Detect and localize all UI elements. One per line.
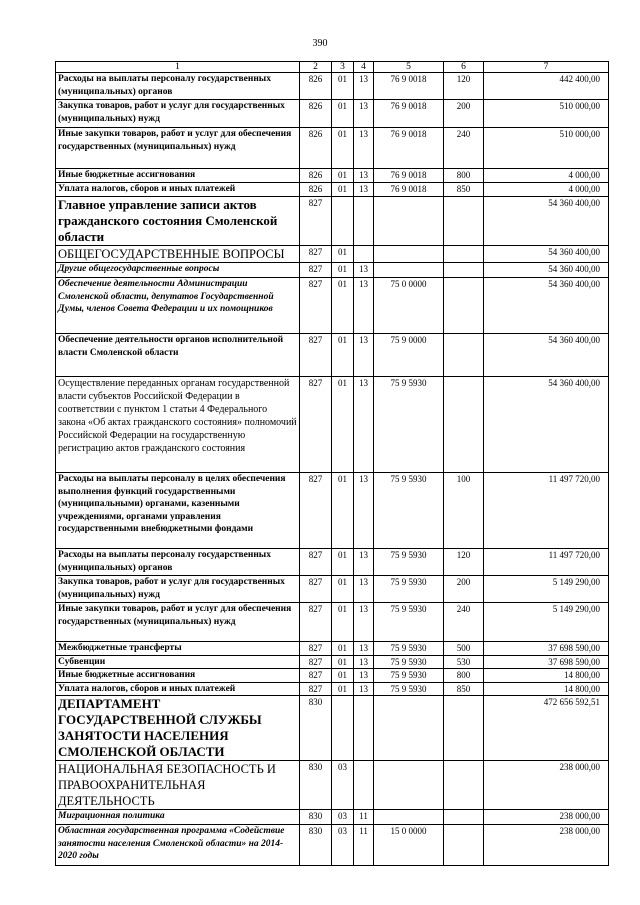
- subsection-code-cell: [354, 197, 374, 246]
- expense-type-cell: [444, 761, 484, 810]
- expense-type-cell: [444, 377, 484, 473]
- table-row: [56, 655, 609, 669]
- row-name-cell: НАЦИОНАЛЬНАЯ БЕЗОПАСНОСТЬ И ПРАВООХРАНИТЕЛЬНАЯ ДЕЯТЕЛЬНОСТЬ: [56, 761, 300, 810]
- budget-table: [55, 61, 609, 866]
- subsection-code-cell: 13: [354, 183, 374, 197]
- target-article-cell: 75 9 0000: [374, 334, 444, 377]
- amount-cell: 37 698 590,00: [484, 655, 609, 669]
- table-row: [56, 263, 609, 278]
- amount-cell: 238 000,00: [484, 825, 609, 866]
- admin-code-cell: 827: [300, 377, 332, 473]
- target-article-cell: [374, 197, 444, 246]
- amount-cell: 54 360 400,00: [484, 263, 609, 278]
- column-header: 5: [374, 62, 444, 73]
- expense-type-cell: [444, 278, 484, 334]
- table-row: [56, 603, 609, 642]
- admin-code-cell: 826: [300, 100, 332, 128]
- target-article-cell: 75 9 5930: [374, 576, 444, 603]
- row-name-cell: Расходы на выплаты персоналу государственных (муниципальных) органов: [56, 549, 300, 576]
- target-article-cell: [374, 810, 444, 825]
- amount-cell: 510 000,00: [484, 100, 609, 128]
- admin-code-cell: 830: [300, 810, 332, 825]
- target-article-cell: 75 9 5930: [374, 655, 444, 669]
- row-name-cell: Главное управление записи актов гражданского состояния Смоленской области: [56, 197, 300, 246]
- section-code-cell: 03: [332, 761, 354, 810]
- table-row: [56, 128, 609, 169]
- expense-type-cell: 500: [444, 642, 484, 656]
- column-header: 2: [300, 62, 332, 73]
- section-code-cell: 01: [332, 377, 354, 473]
- subsection-code-cell: [354, 761, 374, 810]
- amount-cell: 54 360 400,00: [484, 197, 609, 246]
- subsection-code-cell: 13: [354, 100, 374, 128]
- expense-type-cell: 120: [444, 73, 484, 100]
- target-article-cell: 76 9 0018: [374, 100, 444, 128]
- admin-code-cell: 827: [300, 334, 332, 377]
- row-name-cell: Иные закупки товаров, работ и услуг для обеспечения государственных (муниципальных) нужд: [56, 128, 300, 169]
- page-number: 390: [312, 38, 328, 49]
- admin-code-cell: 827: [300, 549, 332, 576]
- table-row: [56, 169, 609, 183]
- expense-type-cell: [444, 263, 484, 278]
- amount-cell: 510 000,00: [484, 128, 609, 169]
- row-name-cell: Другие общегосударственные вопросы: [56, 263, 300, 278]
- subsection-code-cell: 13: [354, 334, 374, 377]
- table-row: [56, 197, 609, 246]
- subsection-code-cell: 13: [354, 169, 374, 183]
- target-article-cell: [374, 696, 444, 761]
- row-name-cell: Иные бюджетные ассигнования: [56, 669, 300, 683]
- subsection-code-cell: 13: [354, 642, 374, 656]
- subsection-code-cell: 11: [354, 810, 374, 825]
- row-name-cell: ДЕПАРТАМЕНТ ГОСУДАРСТВЕННОЙ СЛУЖБЫ ЗАНЯТОСТИ НАСЕЛЕНИЯ СМОЛЕНСКОЙ ОБЛАСТИ: [56, 696, 300, 761]
- section-code-cell: 01: [332, 73, 354, 100]
- amount-cell: 54 360 400,00: [484, 278, 609, 334]
- expense-type-cell: 120: [444, 549, 484, 576]
- admin-code-cell: 827: [300, 263, 332, 278]
- subsection-code-cell: [354, 696, 374, 761]
- row-name-cell: Расходы на выплаты персоналу в целях обеспечения выполнения функций государственными (муниципальными) органами, казенными учреждениями, органами управления государственными внебюджетными фондами: [56, 473, 300, 549]
- subsection-code-cell: 13: [354, 669, 374, 683]
- subsection-code-cell: 13: [354, 576, 374, 603]
- table-row: [56, 642, 609, 656]
- target-article-cell: [374, 263, 444, 278]
- row-name-cell: Уплата налогов, сборов и иных платежей: [56, 682, 300, 696]
- expense-type-cell: 240: [444, 603, 484, 642]
- section-code-cell: 01: [332, 642, 354, 656]
- amount-cell: 442 400,00: [484, 73, 609, 100]
- section-code-cell: 01: [332, 334, 354, 377]
- subsection-code-cell: 13: [354, 128, 374, 169]
- admin-code-cell: 826: [300, 169, 332, 183]
- section-code-cell: 01: [332, 169, 354, 183]
- expense-type-cell: 800: [444, 169, 484, 183]
- table-row: [56, 576, 609, 603]
- table-row: [56, 682, 609, 696]
- target-article-cell: 75 9 5930: [374, 377, 444, 473]
- section-code-cell: 01: [332, 669, 354, 683]
- amount-cell: 54 360 400,00: [484, 377, 609, 473]
- row-name-cell: Закупка товаров, работ и услуг для государственных (муниципальных) нужд: [56, 576, 300, 603]
- amount-cell: 54 360 400,00: [484, 246, 609, 263]
- table-row: [56, 473, 609, 549]
- section-code-cell: 01: [332, 263, 354, 278]
- expense-type-cell: [444, 246, 484, 263]
- expense-type-cell: [444, 696, 484, 761]
- amount-cell: 5 149 290,00: [484, 603, 609, 642]
- admin-code-cell: 826: [300, 73, 332, 100]
- amount-cell: 14 800,00: [484, 682, 609, 696]
- table-row: [56, 696, 609, 761]
- admin-code-cell: 826: [300, 183, 332, 197]
- section-code-cell: 01: [332, 278, 354, 334]
- target-article-cell: 76 9 0018: [374, 183, 444, 197]
- subsection-code-cell: 13: [354, 549, 374, 576]
- subsection-code-cell: [354, 246, 374, 263]
- subsection-code-cell: 11: [354, 825, 374, 866]
- target-article-cell: 75 9 5930: [374, 549, 444, 576]
- table-row: [56, 810, 609, 825]
- expense-type-cell: 530: [444, 655, 484, 669]
- amount-cell: 4 000,00: [484, 183, 609, 197]
- expense-type-cell: 200: [444, 576, 484, 603]
- subsection-code-cell: 13: [354, 603, 374, 642]
- amount-cell: 54 360 400,00: [484, 334, 609, 377]
- amount-cell: 238 000,00: [484, 761, 609, 810]
- column-header: 4: [354, 62, 374, 73]
- expense-type-cell: 100: [444, 473, 484, 549]
- subsection-code-cell: 13: [354, 473, 374, 549]
- table-row: [56, 183, 609, 197]
- table-row: [56, 761, 609, 810]
- target-article-cell: 76 9 0018: [374, 128, 444, 169]
- row-name-cell: Расходы на выплаты персоналу государственных (муниципальных) органов: [56, 73, 300, 100]
- expense-type-cell: [444, 810, 484, 825]
- section-code-cell: 01: [332, 100, 354, 128]
- table-row: [56, 334, 609, 377]
- admin-code-cell: 830: [300, 825, 332, 866]
- expense-type-cell: 800: [444, 669, 484, 683]
- amount-cell: 5 149 290,00: [484, 576, 609, 603]
- expense-type-cell: [444, 197, 484, 246]
- target-article-cell: [374, 246, 444, 263]
- section-code-cell: 01: [332, 655, 354, 669]
- row-name-cell: Иные закупки товаров, работ и услуг для обеспечения государственных (муниципальных) нужд: [56, 603, 300, 642]
- section-code-cell: [332, 197, 354, 246]
- amount-cell: 11 497 720,00: [484, 473, 609, 549]
- table-row: [56, 549, 609, 576]
- admin-code-cell: 827: [300, 576, 332, 603]
- subsection-code-cell: 13: [354, 278, 374, 334]
- admin-code-cell: 830: [300, 761, 332, 810]
- section-code-cell: 01: [332, 473, 354, 549]
- section-code-cell: 01: [332, 576, 354, 603]
- expense-type-cell: 240: [444, 128, 484, 169]
- amount-cell: 238 000,00: [484, 810, 609, 825]
- row-name-cell: Субвенции: [56, 655, 300, 669]
- row-name-cell: Осуществление переданных органам государственной власти субъектов Российской Федерации в соответствии с пунктом 1 статьи 4 Федерального закона «Об актах гражданского состояния» полномочий Российской Федерации на государственную регистрацию актов гражданского состояния: [56, 377, 300, 473]
- expense-type-cell: 200: [444, 100, 484, 128]
- table-row: [56, 825, 609, 866]
- admin-code-cell: 827: [300, 197, 332, 246]
- column-header: 1: [56, 62, 300, 73]
- row-name-cell: Уплата налогов, сборов и иных платежей: [56, 183, 300, 197]
- admin-code-cell: 827: [300, 473, 332, 549]
- row-name-cell: Обеспечение деятельности органов исполнительной власти Смоленской области: [56, 334, 300, 377]
- admin-code-cell: 830: [300, 696, 332, 761]
- target-article-cell: 75 9 5930: [374, 473, 444, 549]
- column-header: 6: [444, 62, 484, 73]
- amount-cell: 472 656 592,51: [484, 696, 609, 761]
- table-row: [56, 246, 609, 263]
- table-header-row: [56, 62, 609, 73]
- admin-code-cell: 827: [300, 603, 332, 642]
- subsection-code-cell: 13: [354, 73, 374, 100]
- row-name-cell: Иные бюджетные ассигнования: [56, 169, 300, 183]
- admin-code-cell: 827: [300, 278, 332, 334]
- subsection-code-cell: 13: [354, 377, 374, 473]
- amount-cell: 11 497 720,00: [484, 549, 609, 576]
- subsection-code-cell: 13: [354, 655, 374, 669]
- expense-type-cell: 850: [444, 682, 484, 696]
- target-article-cell: 76 9 0018: [374, 73, 444, 100]
- row-name-cell: ОБЩЕГОСУДАРСТВЕННЫЕ ВОПРОСЫ: [56, 246, 300, 263]
- table-row: [56, 377, 609, 473]
- section-code-cell: [332, 696, 354, 761]
- section-code-cell: 01: [332, 246, 354, 263]
- table-row: [56, 73, 609, 100]
- row-name-cell: Миграционная политика: [56, 810, 300, 825]
- target-article-cell: 75 9 5930: [374, 642, 444, 656]
- subsection-code-cell: 13: [354, 682, 374, 696]
- section-code-cell: 03: [332, 810, 354, 825]
- row-name-cell: Закупка товаров, работ и услуг для государственных (муниципальных) нужд: [56, 100, 300, 128]
- column-header: 3: [332, 62, 354, 73]
- section-code-cell: 03: [332, 825, 354, 866]
- expense-type-cell: 850: [444, 183, 484, 197]
- row-name-cell: Областная государственная программа «Содействие занятости населения Смоленской области» на 2014-2020 годы: [56, 825, 300, 866]
- expense-type-cell: [444, 825, 484, 866]
- amount-cell: 4 000,00: [484, 169, 609, 183]
- table-row: [56, 669, 609, 683]
- row-name-cell: Обеспечение деятельности Администрации Смоленской области, депутатов Государственной Думы, членов Совета Федерации и их помощников: [56, 278, 300, 334]
- admin-code-cell: 826: [300, 128, 332, 169]
- admin-code-cell: 827: [300, 669, 332, 683]
- section-code-cell: 01: [332, 183, 354, 197]
- target-article-cell: 75 0 0000: [374, 278, 444, 334]
- target-article-cell: 15 0 0000: [374, 825, 444, 866]
- target-article-cell: [374, 761, 444, 810]
- admin-code-cell: 827: [300, 655, 332, 669]
- target-article-cell: 75 9 5930: [374, 682, 444, 696]
- amount-cell: 14 800,00: [484, 669, 609, 683]
- target-article-cell: 75 9 5930: [374, 669, 444, 683]
- target-article-cell: 76 9 0018: [374, 169, 444, 183]
- section-code-cell: 01: [332, 603, 354, 642]
- table-row: [56, 278, 609, 334]
- amount-cell: 37 698 590,00: [484, 642, 609, 656]
- section-code-cell: 01: [332, 128, 354, 169]
- subsection-code-cell: 13: [354, 263, 374, 278]
- expense-type-cell: [444, 334, 484, 377]
- admin-code-cell: 827: [300, 246, 332, 263]
- admin-code-cell: 827: [300, 682, 332, 696]
- section-code-cell: 01: [332, 549, 354, 576]
- column-header: 7: [484, 62, 609, 73]
- row-name-cell: Межбюджетные трансферты: [56, 642, 300, 656]
- admin-code-cell: 827: [300, 642, 332, 656]
- table-row: [56, 100, 609, 128]
- target-article-cell: 75 9 5930: [374, 603, 444, 642]
- section-code-cell: 01: [332, 682, 354, 696]
